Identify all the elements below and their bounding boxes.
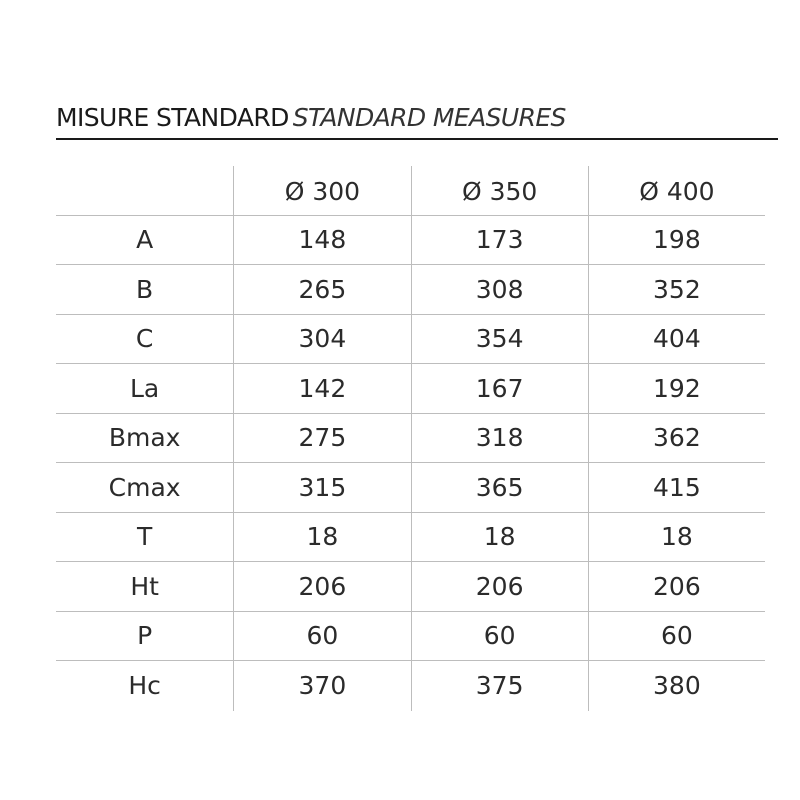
table-row bbox=[56, 265, 765, 315]
value-cell-size-300: 18 bbox=[233, 513, 410, 562]
table-header-row bbox=[56, 166, 765, 216]
value-cell-size-300: 148 bbox=[233, 216, 410, 265]
value-cell-size-350: 173 bbox=[411, 216, 588, 265]
value-cell-size-400: 206 bbox=[588, 562, 765, 611]
value-cell-size-300: 304 bbox=[233, 315, 410, 364]
value-cell-size-400: 198 bbox=[588, 216, 765, 265]
table-row bbox=[56, 216, 765, 266]
value-cell-size-350: 167 bbox=[411, 364, 588, 413]
row-label: Ht bbox=[130, 571, 159, 601]
value-cell-size-300: 265 bbox=[233, 265, 410, 314]
value-cell-size-400: 60 bbox=[588, 612, 765, 661]
value-cell-size-300: 275 bbox=[233, 414, 410, 463]
table-row bbox=[56, 364, 765, 414]
value-cell-size-350: 365 bbox=[411, 463, 588, 512]
value-cell-size-350: 308 bbox=[411, 265, 588, 314]
value-cell-size-300: 206 bbox=[233, 562, 410, 611]
column-header-size-400: Ø 400 bbox=[588, 166, 765, 215]
value-cell-size-350: 318 bbox=[411, 414, 588, 463]
row-label: C bbox=[135, 324, 154, 354]
value-cell-size-350: 354 bbox=[411, 315, 588, 364]
value-cell-size-400: 362 bbox=[588, 414, 765, 463]
title-english: STANDARD MEASURES bbox=[292, 103, 566, 132]
row-label: Bmax bbox=[108, 423, 181, 453]
table-row bbox=[56, 513, 765, 563]
column-header-size-300: Ø 300 bbox=[233, 166, 410, 215]
header-corner-cell bbox=[56, 166, 233, 215]
row-label: A bbox=[136, 225, 154, 255]
value-cell-size-350: 206 bbox=[411, 562, 588, 611]
value-cell-size-300: 142 bbox=[233, 364, 410, 413]
table-row bbox=[56, 463, 765, 513]
row-label: Hc bbox=[128, 671, 161, 701]
page-title bbox=[56, 100, 778, 140]
value-cell-size-400: 18 bbox=[588, 513, 765, 562]
value-cell-size-400: 192 bbox=[588, 364, 765, 413]
value-cell-size-350: 375 bbox=[411, 661, 588, 711]
row-label: Cmax bbox=[108, 472, 181, 502]
table-row bbox=[56, 414, 765, 464]
value-cell-size-400: 404 bbox=[588, 315, 765, 364]
value-cell-size-400: 380 bbox=[588, 661, 765, 711]
table-row bbox=[56, 612, 765, 662]
table-row bbox=[56, 562, 765, 612]
row-label: P bbox=[137, 621, 153, 651]
value-cell-size-300: 60 bbox=[233, 612, 410, 661]
value-cell-size-300: 315 bbox=[233, 463, 410, 512]
measures-table bbox=[56, 166, 765, 711]
row-label: B bbox=[136, 274, 154, 304]
title-italian: MISURE STANDARD bbox=[56, 103, 289, 132]
row-label: T bbox=[136, 522, 153, 552]
column-header-size-350: Ø 350 bbox=[411, 166, 588, 215]
value-cell-size-350: 18 bbox=[411, 513, 588, 562]
table-row bbox=[56, 315, 765, 365]
value-cell-size-350: 60 bbox=[411, 612, 588, 661]
value-cell-size-400: 415 bbox=[588, 463, 765, 512]
table-row bbox=[56, 661, 765, 711]
value-cell-size-300: 370 bbox=[233, 661, 410, 711]
value-cell-size-400: 352 bbox=[588, 265, 765, 314]
row-label: La bbox=[130, 373, 160, 403]
